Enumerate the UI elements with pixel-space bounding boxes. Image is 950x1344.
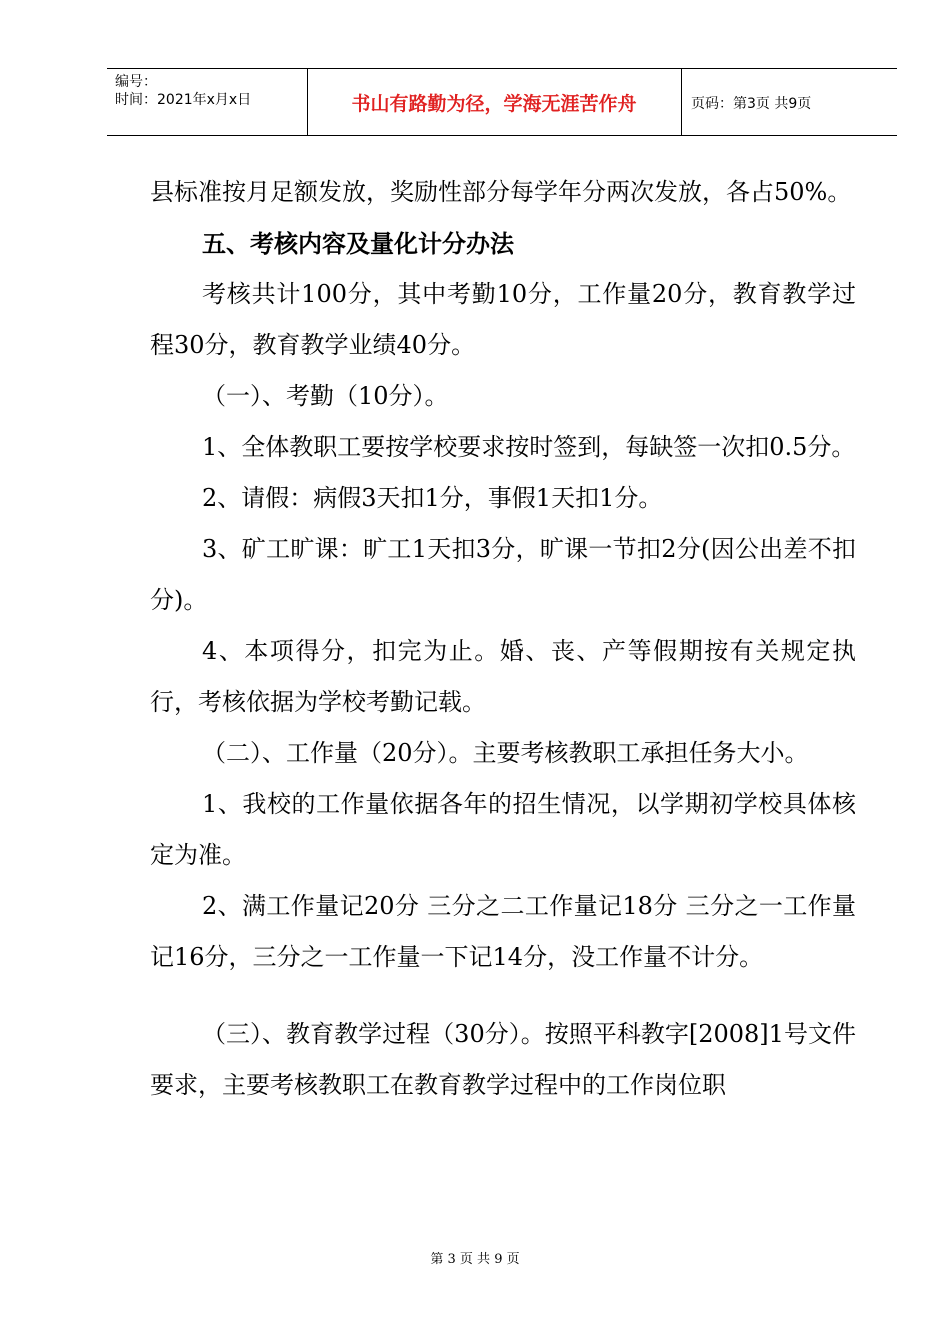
document-body [150,167,856,1111]
section-heading: 五、考核内容及量化计分办法 [202,229,514,258]
serial-label: 编号： [115,74,157,90]
subsection-heading: （三）、教育教学过程（30分）。按照平科教字[2008]1号文件要求，主要考核教职工在教育教学过程中的工作岗位职 [150,1020,856,1099]
subsection-heading: （一）、考勤（10分）。 [202,382,449,410]
paragraph: 1、全体教职工要按学校要求按时签到，每缺签一次扣0.5分。 [202,433,856,461]
time-label: 时间：2021年x月x日 [115,92,252,108]
paragraph: 考核共计100分，其中考勤10分，工作量20分，教育教学过程30分，教育教学业绩40分。 [150,280,856,359]
paragraph-gap [150,983,856,1009]
header-page-info: 页码：第3页 共9页 [691,95,812,112]
paragraph: 4、本项得分，扣完为止。婚、丧、产等假期按有关规定执行，考核依据为学校考勤记载。 [150,637,856,716]
header-divider [681,69,682,135]
page-header [107,68,897,136]
header-motto: 书山有路勤为径，学海无涯苦作舟 [351,93,637,115]
paragraph: 2、请假：病假3天扣1分，事假1天扣1分。 [202,484,663,512]
page-footer: 第 3 页 共 9 页 [430,1252,520,1267]
paragraph: 3、矿工旷课：旷工1天扣3分，旷课一节扣2分(因公出差不扣分)。 [150,535,856,614]
paragraph: 县标准按月足额发放，奖励性部分每学年分两次发放，各占50%。 [150,178,852,206]
paragraph: 2、满工作量记20分 三分之二工作量记18分 三分之一工作量记16分，三分之一工作量一下记14分，没工作量不计分。 [150,892,856,971]
paragraph: 1、我校的工作量依据各年的招生情况，以学期初学校具体核定为准。 [150,790,856,869]
subsection-heading: （二）、工作量（20分）。主要考核教职工承担任务大小。 [202,739,809,767]
